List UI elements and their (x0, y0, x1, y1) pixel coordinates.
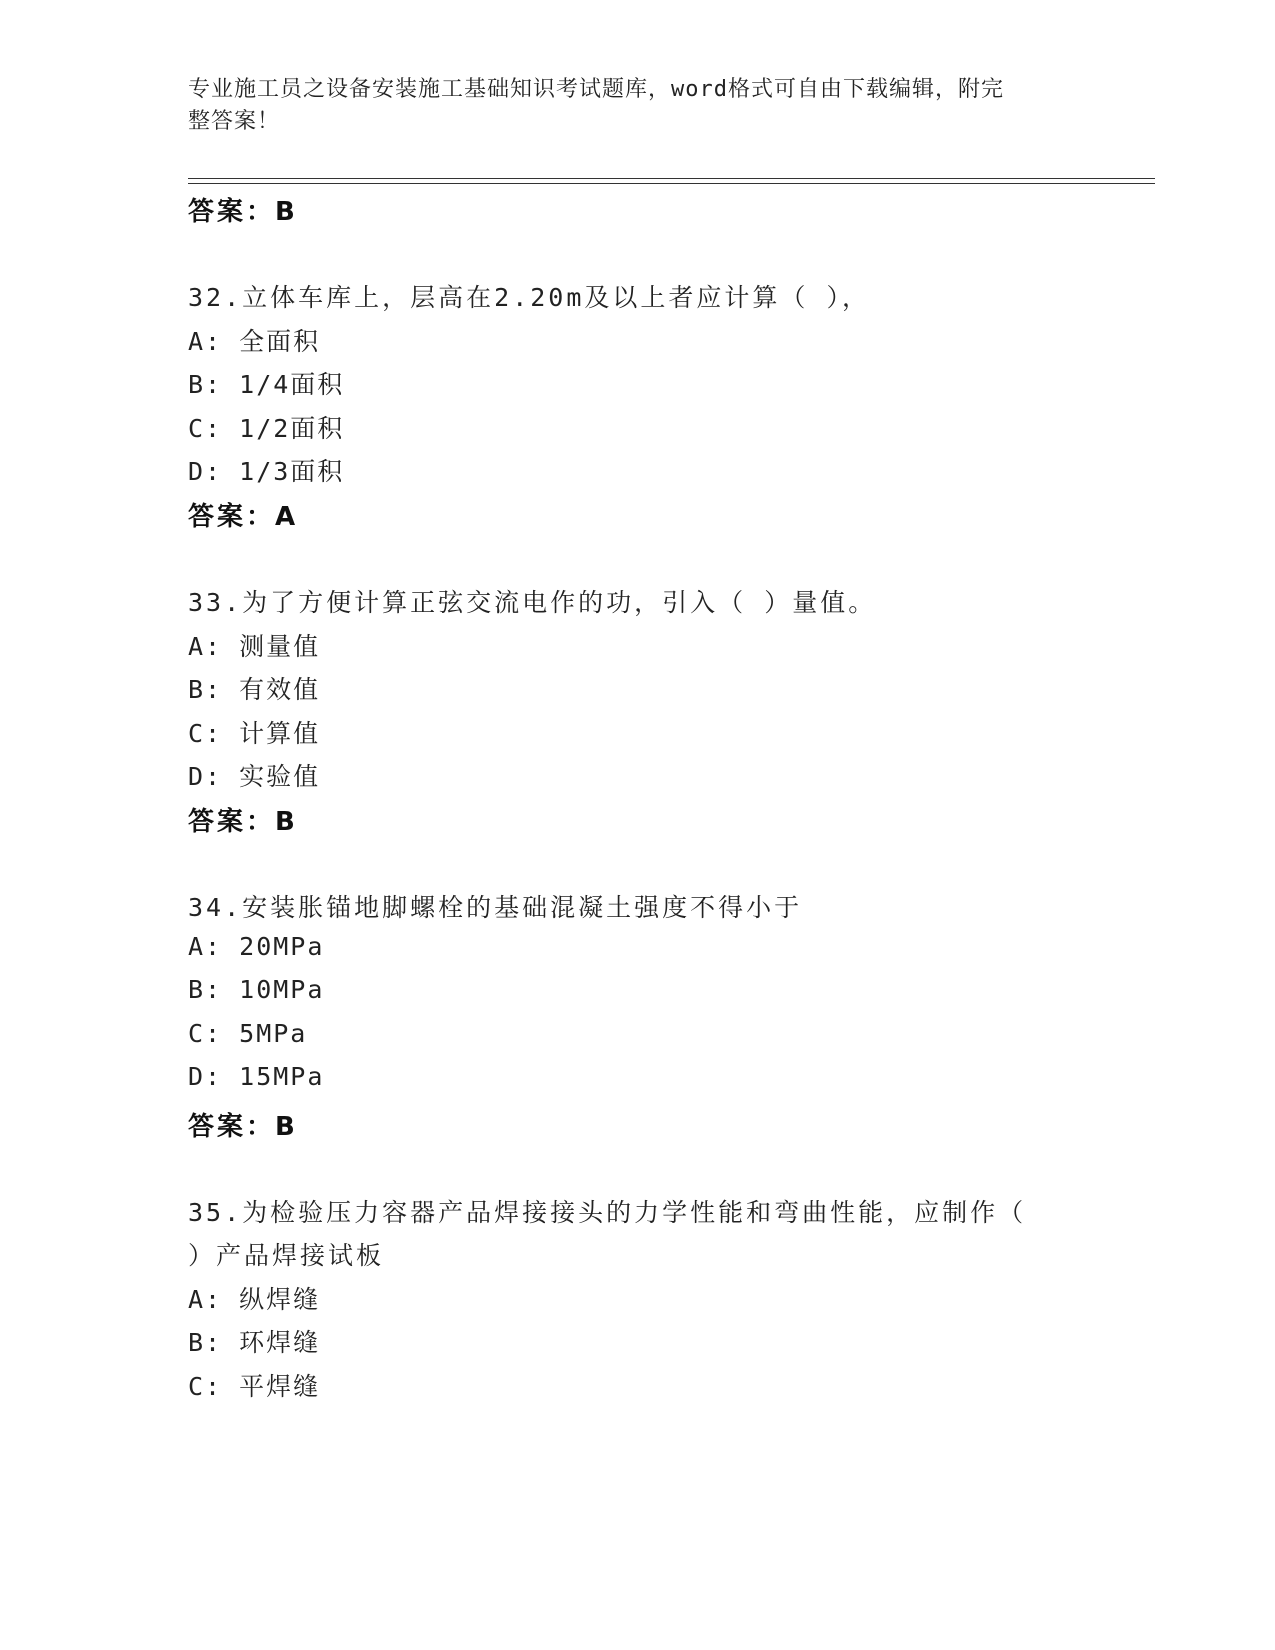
option-c: C: 5MPa (188, 1019, 308, 1048)
option-a: A: 20MPa (188, 932, 325, 961)
header-divider-bottom (188, 183, 1155, 184)
question-stem-line-1: 35.为检验压力容器产品焊接接头的力学性能和弯曲性能，应制作（ (188, 1198, 1027, 1227)
question-stem-line-2: ）产品焊接试板 (188, 1241, 385, 1270)
question-stem: 34.安装胀锚地脚螺栓的基础混凝土强度不得小于 (188, 893, 803, 922)
header-line-1: 专业施工员之设备安装施工基础知识考试题库，word格式可自由下载编辑，附完 (188, 77, 1004, 102)
option-a: A: 全面积 (188, 327, 321, 356)
answer-label: 答案：B (188, 197, 298, 227)
answer-label: 答案：A (188, 502, 299, 532)
question-stem: 32.立体车库上，层高在2.20m及以上者应计算（ ）， (188, 283, 870, 312)
option-b: B: 1/4面积 (188, 370, 345, 399)
answer-label: 答案：B (188, 1112, 298, 1142)
option-b: B: 10MPa (188, 975, 325, 1004)
option-d: D: 实验值 (188, 762, 321, 791)
answer-label: 答案：B (188, 807, 298, 837)
option-b: B: 环焊缝 (188, 1328, 321, 1357)
option-d: D: 1/3面积 (188, 457, 345, 486)
option-c: C: 1/2面积 (188, 414, 345, 443)
option-a: A: 纵焊缝 (188, 1285, 321, 1314)
option-d: D: 15MPa (188, 1062, 325, 1091)
document-header (188, 74, 1068, 138)
option-a: A: 测量值 (188, 632, 321, 661)
header-line-2: 整答案！ (188, 109, 281, 134)
option-c: C: 平焊缝 (188, 1372, 321, 1401)
question-stem: 33.为了方便计算正弦交流电作的功，引入（ ）量值。 (188, 588, 877, 617)
option-c: C: 计算值 (188, 719, 321, 748)
header-divider-top (188, 178, 1155, 179)
option-b: B: 有效值 (188, 675, 321, 704)
